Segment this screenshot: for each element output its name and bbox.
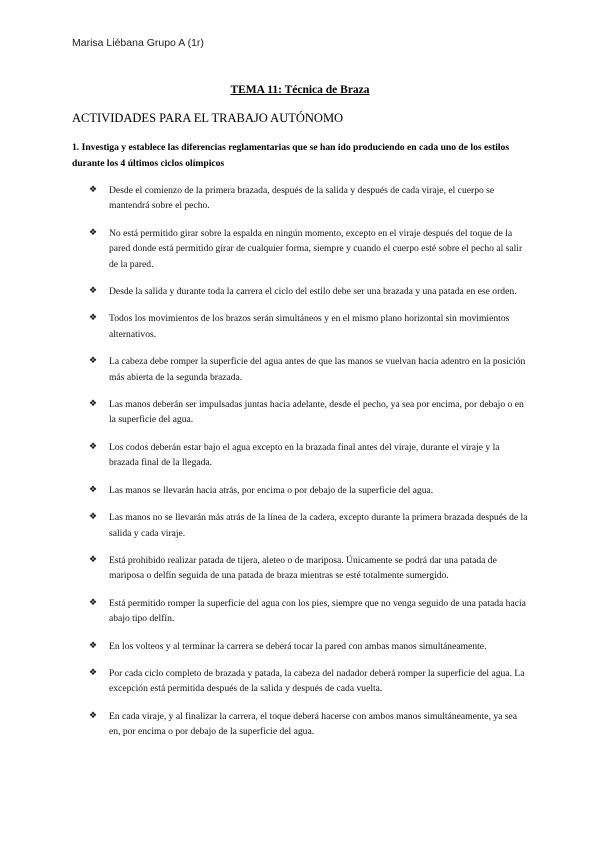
diamond-bullet-icon: ❖ bbox=[89, 286, 98, 297]
diamond-bullet-icon: ❖ bbox=[89, 512, 98, 523]
list-item-text: Los codos deberán estar bajo el agua excepto en la brazada final antes del viraje, durante el viraje y la brazada final de la llegada. bbox=[109, 441, 500, 469]
list-item-text: Las manos se llevarán hacia atrás, por encima o por debajo de la superficie del agua. bbox=[109, 484, 434, 496]
list-item-text: Por cada ciclo completo de brazada y patada, la cabeza del nadador deberá romper la superficie del agua. La excepción está permitida después de la salida y después de cada vuelta. bbox=[109, 667, 525, 695]
list-item-text: Desde el comienzo de la primera brazada, después de la salida y después de cada viraje, el cuerpo se mantendrá sobre el pecho. bbox=[109, 185, 495, 212]
list-item-text: No está permitido girar sobre la espalda en ningún momento, excepto en el viraje después del toque de la pared donde está permitido girar de cualquier forma, siempre y cuando el cuerpo esté sobre el pecho al salir de la pared. bbox=[109, 227, 523, 270]
page-header-author: Marisa Liébana Grupo A (1r) bbox=[72, 37, 204, 49]
diamond-bullet-icon: ❖ bbox=[89, 227, 98, 238]
diamond-bullet-icon: ❖ bbox=[89, 356, 98, 367]
list-item-text: La cabeza debe romper la superficie del agua antes de que las manos se vuelvan hacia adentro en la posición más abierta de la segunda brazada. bbox=[109, 356, 526, 383]
list-item-text: Las manos no se llevarán más atrás de la línea de la cadera, excepto durante la primera brazada después de la salida y cada viraje. bbox=[109, 512, 528, 539]
list-item bbox=[89, 483, 529, 498]
list-item bbox=[89, 226, 529, 272]
question-text: 1. Investiga y establece las diferencias reglamentarias que se han ido produciendo en cada uno de los estilos durante los 4 últimos ciclos olímpicos bbox=[72, 142, 510, 169]
list-item bbox=[89, 397, 529, 428]
diamond-bullet-icon: ❖ bbox=[89, 313, 98, 324]
list-item-text: En los volteos y al terminar la carrera se deberá tocar la pared con ambas manos simultáneamente. bbox=[109, 640, 487, 652]
list-item bbox=[89, 354, 529, 385]
list-item bbox=[89, 183, 529, 214]
diamond-bullet-icon: ❖ bbox=[89, 484, 98, 495]
diamond-bullet-icon: ❖ bbox=[89, 185, 98, 195]
list-item-text: Está permitido romper la superficie del agua con los pies, siempre que no venga seguido de una patada hacia abajo tipo delfín. bbox=[109, 597, 526, 625]
diamond-bullet-icon: ❖ bbox=[89, 441, 98, 452]
list-item-text: En cada viraje, y al finalizar la carrera, el toque deberá hacerse con ambos manos simultáneamente, ya sea en, por encima o por debajo de la superficie del agua. bbox=[109, 710, 518, 738]
diamond-bullet-icon: ❖ bbox=[89, 667, 98, 678]
list-item bbox=[89, 440, 529, 471]
document-title: TEMA 11: Técnica de Braza bbox=[230, 84, 370, 96]
diamond-bullet-icon: ❖ bbox=[89, 597, 98, 608]
section-heading: ACTIVIDADES PARA EL TRABAJO AUTÓNOMO bbox=[72, 111, 344, 125]
list-item-text: Está prohibido realizar patada de tijera, aleteo o de mariposa. Únicamente se podrá dar una patada de mariposa o delfín seguida de una patada de braza mientras se esté totalmente sumergido. bbox=[109, 554, 497, 582]
list-item-text: Las manos deberán ser impulsadas juntas hacia adelante, desde el pecho, ya sea por encima, por debajo o en la superficie del agua. bbox=[109, 399, 524, 426]
diamond-bullet-icon: ❖ bbox=[89, 554, 98, 565]
list-item bbox=[89, 709, 529, 740]
diamond-bullet-icon: ❖ bbox=[89, 640, 98, 651]
list-item bbox=[89, 639, 529, 654]
list-item-text: Desde la salida y durante toda la carrera el ciclo del estilo debe ser una brazada y una patada en ese orden. bbox=[109, 286, 517, 298]
list-item bbox=[89, 596, 529, 627]
list-item bbox=[89, 284, 529, 299]
diamond-bullet-icon: ❖ bbox=[89, 710, 98, 721]
list-item-text: Todos los movimientos de los brazos serán simultáneos y en el mismo plano horizontal sin movimientos alternativos. bbox=[109, 313, 510, 340]
rules-bullet-list bbox=[89, 183, 529, 752]
diamond-bullet-icon: ❖ bbox=[89, 399, 98, 410]
list-item bbox=[89, 510, 529, 541]
list-item bbox=[89, 666, 529, 697]
list-item bbox=[89, 311, 529, 342]
list-item bbox=[89, 553, 529, 584]
